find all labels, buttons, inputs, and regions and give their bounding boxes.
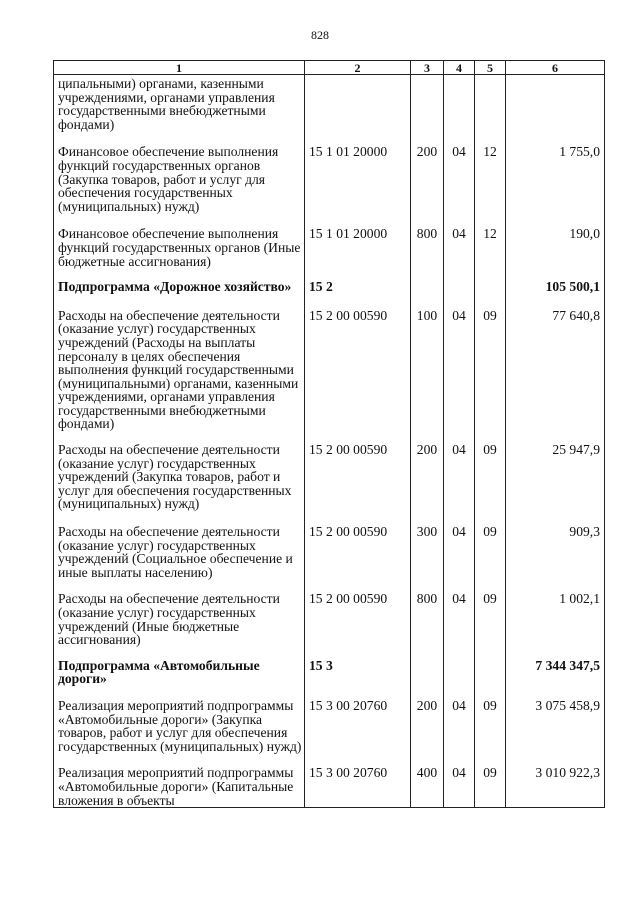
table-row <box>54 443 605 525</box>
target-code-cell: 15 3 00 20760 <box>305 699 411 766</box>
target-code-cell: 15 1 01 20000 <box>305 145 411 227</box>
expense-name-cell: Расходы на обеспечение деятельности (оказание услуг) государственных учреждений (Иные бюджетные ассигнования) <box>54 592 305 658</box>
column-header: 4 <box>444 61 475 75</box>
expense-name-cell: Финансовое обеспечение выполнения функций государственных органов (Иные бюджетные ассигнования) <box>54 227 305 280</box>
column-number-row <box>54 61 605 75</box>
subsection-code-cell: 09 <box>475 766 506 807</box>
expense-type-cell: 800 <box>411 227 444 280</box>
table-row <box>54 592 605 658</box>
target-code-cell: 15 1 01 20000 <box>305 227 411 280</box>
subsection-code-cell <box>475 75 506 146</box>
section-code-cell: 04 <box>444 443 475 525</box>
section-code-cell: 04 <box>444 766 475 807</box>
subsection-code-cell: 09 <box>475 525 506 592</box>
section-code-cell <box>444 75 475 146</box>
amount-cell: 1 755,0 <box>506 145 605 227</box>
amount-cell: 190,0 <box>506 227 605 280</box>
amount-cell: 77 640,8 <box>506 309 605 443</box>
section-code-cell <box>444 659 475 699</box>
amount-cell: 25 947,9 <box>506 443 605 525</box>
target-code-cell: 15 2 00 00590 <box>305 309 411 443</box>
table-row <box>54 227 605 280</box>
expense-name-cell: Подпрограмма «Автомобильные дороги» <box>54 659 305 699</box>
page-number: 828 <box>311 28 329 42</box>
expense-name-cell: Реализация мероприятий подпрограммы «Автомобильные дороги» (Закупка товаров, работ и услуг для обеспечения государственных (муниципальных) нужд) <box>54 699 305 766</box>
section-code-cell: 04 <box>444 227 475 280</box>
table-row <box>54 699 605 766</box>
expense-type-cell: 100 <box>411 309 444 443</box>
amount-cell: 7 344 347,5 <box>506 659 605 699</box>
column-header: 1 <box>54 61 305 75</box>
amount-cell: 1 002,1 <box>506 592 605 658</box>
expense-name-cell: Подпрограмма «Дорожное хозяйство» <box>54 280 305 309</box>
target-code-cell: 15 2 00 00590 <box>305 592 411 658</box>
expense-type-cell <box>411 659 444 699</box>
table-row <box>54 525 605 592</box>
table-row <box>54 280 605 309</box>
target-code-cell: 15 3 <box>305 659 411 699</box>
target-code-cell: 15 2 00 00590 <box>305 443 411 525</box>
subsection-code-cell <box>475 280 506 309</box>
expense-type-cell: 200 <box>411 145 444 227</box>
amount-cell: 105 500,1 <box>506 280 605 309</box>
amount-cell: 3 075 458,9 <box>506 699 605 766</box>
column-header: 2 <box>305 61 411 75</box>
expense-name-cell: Расходы на обеспечение деятельности (оказание услуг) государственных учреждений (Закупка товаров, работ и услуг для обеспечения государственных (муниципальных) нужд) <box>54 443 305 525</box>
expense-type-cell <box>411 75 444 146</box>
subsection-code-cell: 12 <box>475 227 506 280</box>
table-row <box>54 145 605 227</box>
table-row <box>54 75 605 146</box>
expense-type-cell: 800 <box>411 592 444 658</box>
budget-table <box>53 60 605 808</box>
table-row <box>54 766 605 807</box>
column-header: 3 <box>411 61 444 75</box>
expense-name-cell: Расходы на обеспечение деятельности (оказание услуг) государственных учреждений (Расходы на выплаты персоналу в целях обеспечения выполнения функций государственными (муниципальными) органами, казенными учреждениями, органами управления государственными внебюджетными фондами) <box>54 309 305 443</box>
subsection-code-cell <box>475 659 506 699</box>
expense-type-cell: 200 <box>411 699 444 766</box>
section-code-cell: 04 <box>444 525 475 592</box>
target-code-cell: 15 2 <box>305 280 411 309</box>
expense-type-cell: 300 <box>411 525 444 592</box>
target-code-cell <box>305 75 411 146</box>
subsection-code-cell: 09 <box>475 443 506 525</box>
section-code-cell: 04 <box>444 699 475 766</box>
expense-type-cell: 400 <box>411 766 444 807</box>
amount-cell <box>506 75 605 146</box>
subsection-code-cell: 09 <box>475 309 506 443</box>
section-code-cell: 04 <box>444 592 475 658</box>
table-row <box>54 309 605 443</box>
subsection-code-cell: 09 <box>475 699 506 766</box>
amount-cell: 3 010 922,3 <box>506 766 605 807</box>
target-code-cell: 15 3 00 20760 <box>305 766 411 807</box>
expense-name-cell: Финансовое обеспечение выполнения функций государственных органов (Закупка товаров, работ и услуг для обеспечения государственных (муниципальных) нужд) <box>54 145 305 227</box>
column-header: 5 <box>475 61 506 75</box>
expense-name-cell: Реализация мероприятий подпрограммы «Автомобильные дороги» (Капитальные вложения в объекты <box>54 766 305 807</box>
section-code-cell: 04 <box>444 145 475 227</box>
subsection-code-cell: 09 <box>475 592 506 658</box>
section-code-cell <box>444 280 475 309</box>
expense-name-cell: Расходы на обеспечение деятельности (оказание услуг) государственных учреждений (Социальное обеспечение и иные выплаты населению) <box>54 525 305 592</box>
expense-type-cell <box>411 280 444 309</box>
column-header: 6 <box>506 61 605 75</box>
section-code-cell: 04 <box>444 309 475 443</box>
amount-cell: 909,3 <box>506 525 605 592</box>
subsection-code-cell: 12 <box>475 145 506 227</box>
expense-name-cell: ципальными) органами, казенными учреждениями, органами управления государственными внебюджетными фондами) <box>54 75 305 146</box>
table-row <box>54 659 605 699</box>
expense-type-cell: 200 <box>411 443 444 525</box>
target-code-cell: 15 2 00 00590 <box>305 525 411 592</box>
